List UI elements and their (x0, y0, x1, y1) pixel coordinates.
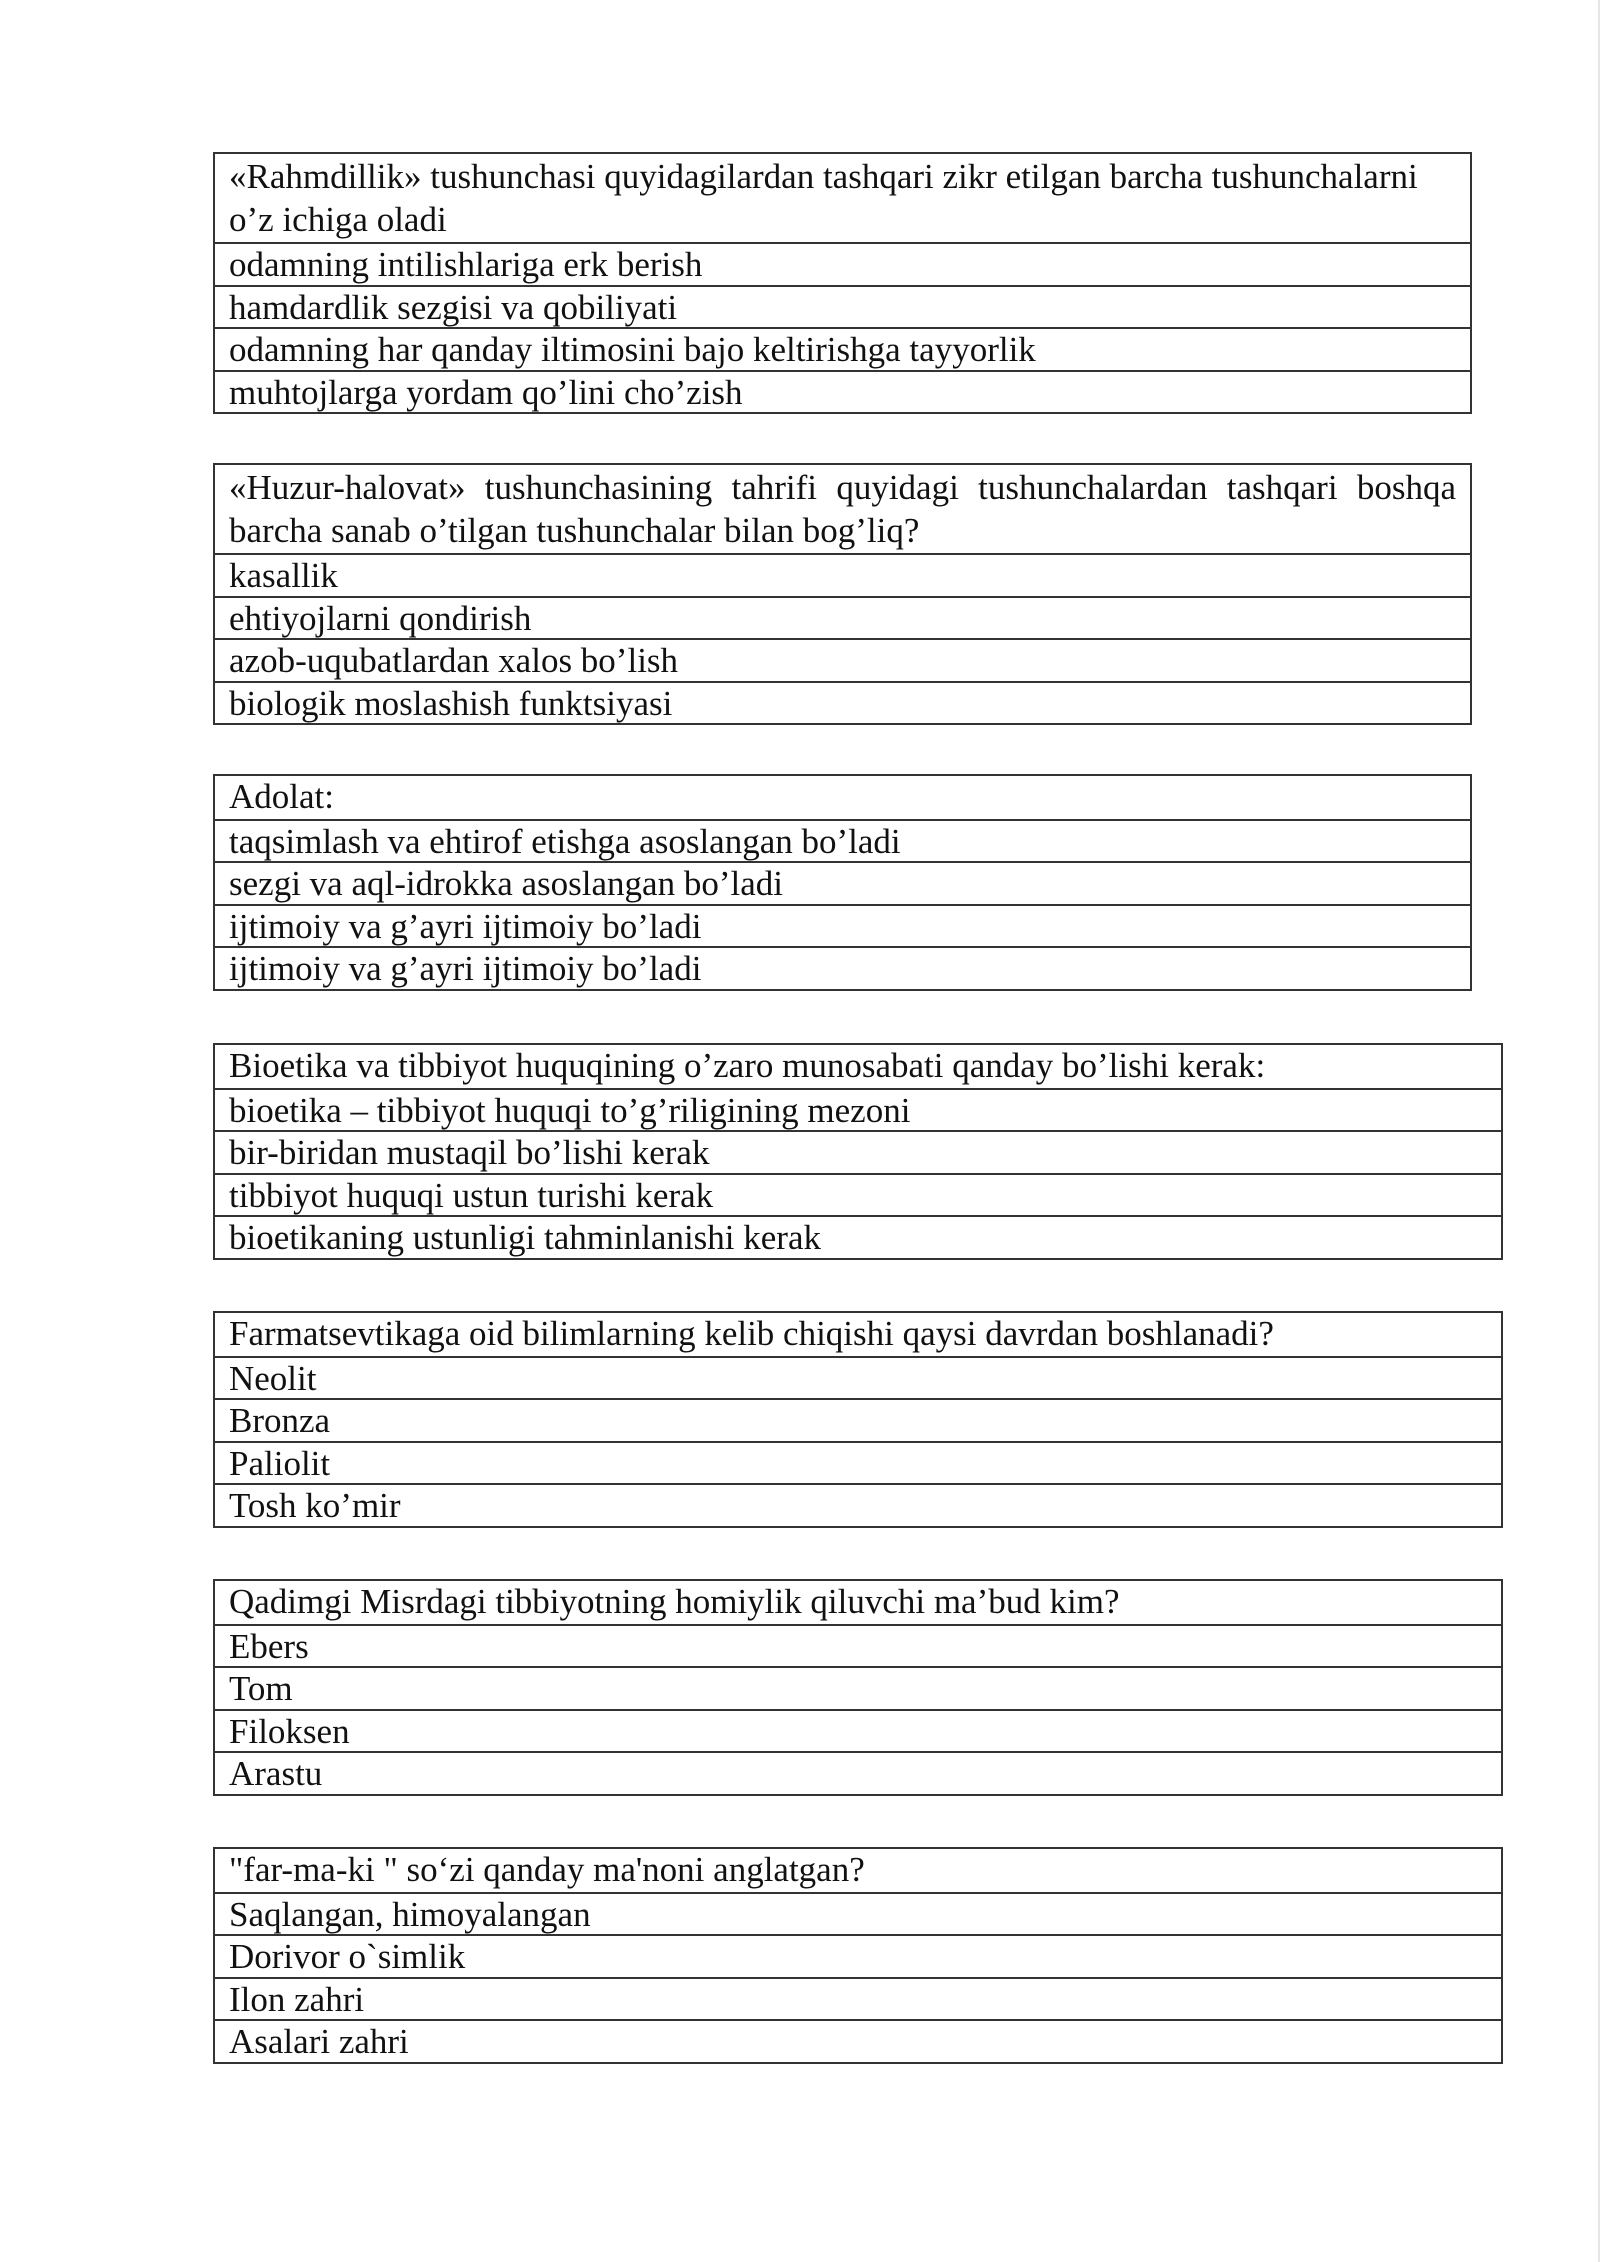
question-table (213, 1311, 1503, 1528)
question-text: Bioetika va tibbiyot huquqining o’zaro munosabati qanday bo’lishi kerak: (229, 1046, 1266, 1085)
answer-option: Saqlangan, himoyalangan (215, 1892, 1501, 1935)
answer-option: Asalari zahri (215, 2019, 1501, 2062)
answer-option: muhtojlarga yordam qo’lini cho’zish (215, 370, 1470, 413)
question-text: "far-ma-ki " so‘zi qanday ma'noni anglatgan? (229, 1850, 865, 1889)
question-table (213, 1043, 1503, 1260)
answer-option: odamning har qanday iltimosini bajo keltirishga tayyorlik (215, 327, 1470, 370)
answer-option: Filoksen (215, 1709, 1501, 1752)
answer-option: Arastu (215, 1751, 1501, 1794)
answer-option: ijtimoiy va g’ayri ijtimoiy bo’ladi (215, 904, 1470, 947)
answer-option: Tosh ko’mir (215, 1483, 1501, 1526)
question-table (213, 463, 1472, 725)
answer-option: Tom (215, 1666, 1501, 1709)
answer-option: azob-uqubatlardan xalos bo’lish (215, 638, 1470, 681)
answer-option: hamdardlik sezgisi va qobiliyati (215, 285, 1470, 328)
answer-option: sezgi va aql-idrokka asoslangan bo’ladi (215, 861, 1470, 904)
answer-option: taqsimlash va ehtirof etishga asoslangan bo’ladi (215, 819, 1470, 862)
question-text: «Huzur-halovat» tushunchasining tahrifi quyidagi tushunchalardan tashqari boshqa barcha sanab o’tilgan tushunchalar bilan bog’liq? (229, 468, 1456, 550)
answer-option: tibbiyot huquqi ustun turishi kerak (215, 1173, 1501, 1216)
question-text: Adolat: (229, 777, 334, 816)
answer-option: bir-biridan mustaqil bo’lishi kerak (215, 1130, 1501, 1173)
answer-option: Paliolit (215, 1441, 1501, 1484)
question-table (213, 1579, 1503, 1796)
answer-option: ehtiyojlarni qondirish (215, 596, 1470, 639)
answer-option: ijtimoiy va g’ayri ijtimoiy bo’ladi (215, 946, 1470, 989)
answer-option: Ilon zahri (215, 1977, 1501, 2020)
answer-option: bioetika – tibbiyot huquqi to’g’riligining mezoni (215, 1088, 1501, 1131)
answer-option: odamning intilishlariga erk berish (215, 242, 1470, 285)
question-text: Qadimgi Misrdagi tibbiyotning homiylik qiluvchi ma’bud kim? (229, 1582, 1120, 1621)
answer-option: Dorivor o`simlik (215, 1934, 1501, 1977)
answer-option: kasallik (215, 553, 1470, 596)
question-table (213, 774, 1472, 991)
answer-option: Bronza (215, 1398, 1501, 1441)
question-table (213, 1847, 1503, 2064)
answer-option: Ebers (215, 1624, 1501, 1667)
question-table (213, 152, 1472, 414)
question-text: Farmatsevtikaga oid bilimlarning kelib chiqishi qaysi davrdan boshlanadi? (229, 1314, 1274, 1353)
answer-option: Neolit (215, 1356, 1501, 1399)
question-text: «Rahmdillik» tushunchasi quyidagilardan tashqari zikr etilgan barcha tushunchalarni o’z ichiga oladi (229, 157, 1418, 239)
answer-option: bioetikaning ustunligi tahminlanishi kerak (215, 1215, 1501, 1258)
answer-option: biologik moslashish funktsiyasi (215, 681, 1470, 724)
